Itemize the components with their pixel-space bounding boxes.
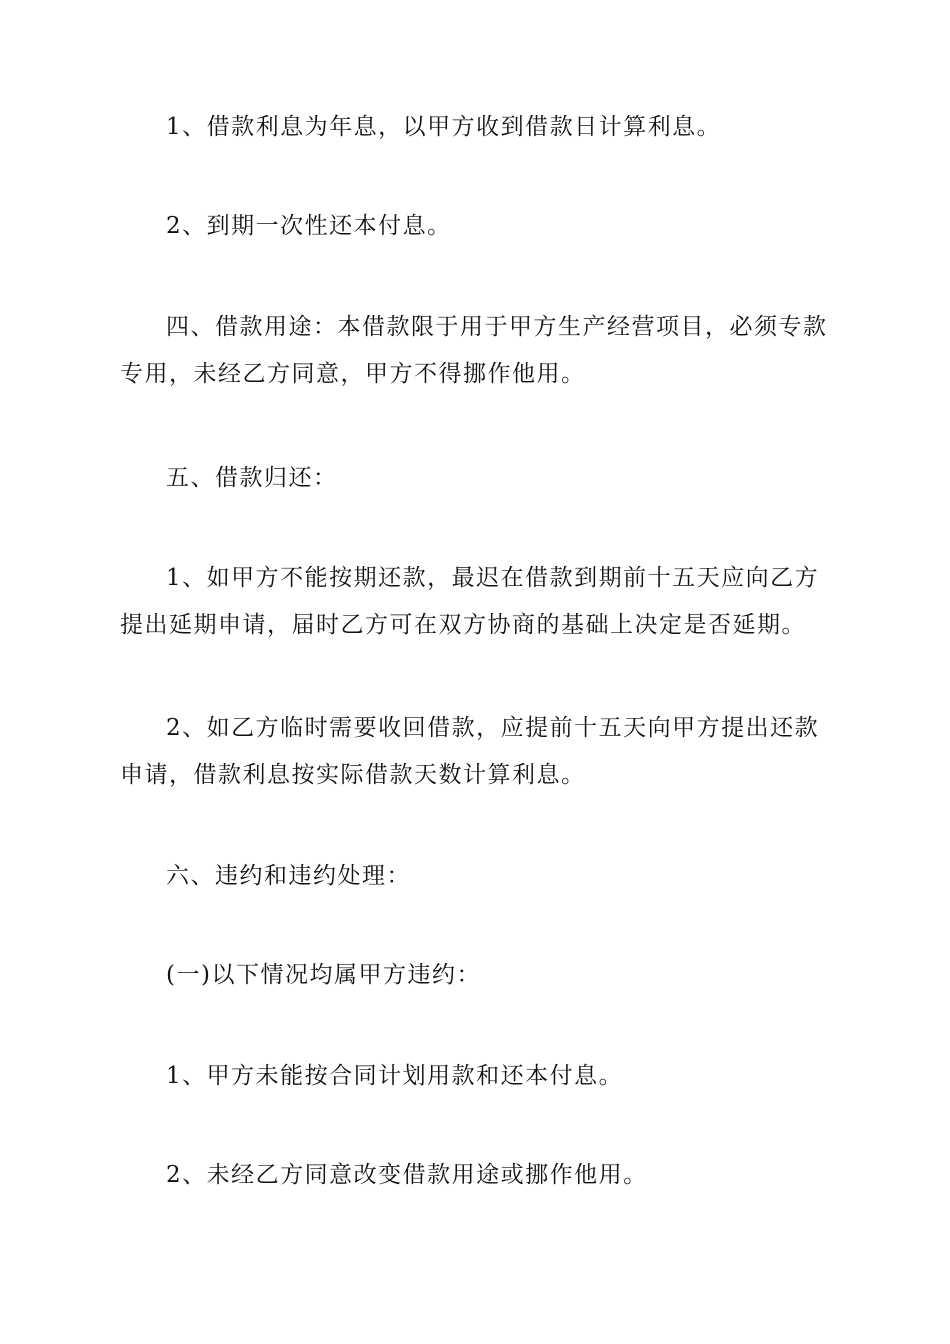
paragraph-repayment-at-maturity: 2、到期一次性还本付息。	[166, 213, 452, 239]
paragraph-breach-item-1: 1、甲方未能按合同计划用款和还本付息。	[166, 1063, 624, 1089]
paragraph-interest-annual: 1、借款利息为年息，以甲方收到借款日计算利息。	[166, 114, 722, 140]
section-heading-loan-return: 五、借款归还：	[166, 465, 338, 491]
paragraph-extension-request: 1、如甲方不能按期还款，最迟在借款到期前十五天应向乙方提出延期申请，届时乙方可在双方协商的基础上决定是否延期。	[120, 565, 820, 638]
paragraph-early-recall: 2、如乙方临时需要收回借款，应提前十五天向甲方提出还款申请，借款利息按实际借款天数计算利息。	[120, 715, 820, 788]
paragraph-loan-purpose: 四、借款用途：本借款限于用于甲方生产经营项目，必须专款专用，未经乙方同意，甲方不得挪作他用。	[120, 314, 828, 387]
paragraph-breach-item-2: 2、未经乙方同意改变借款用途或挪作他用。	[166, 1162, 648, 1188]
section-heading-breach: 六、违约和违约处理：	[166, 863, 411, 889]
subsection-heading-party-a-breach: (一)以下情况均属甲方违约：	[166, 962, 481, 988]
